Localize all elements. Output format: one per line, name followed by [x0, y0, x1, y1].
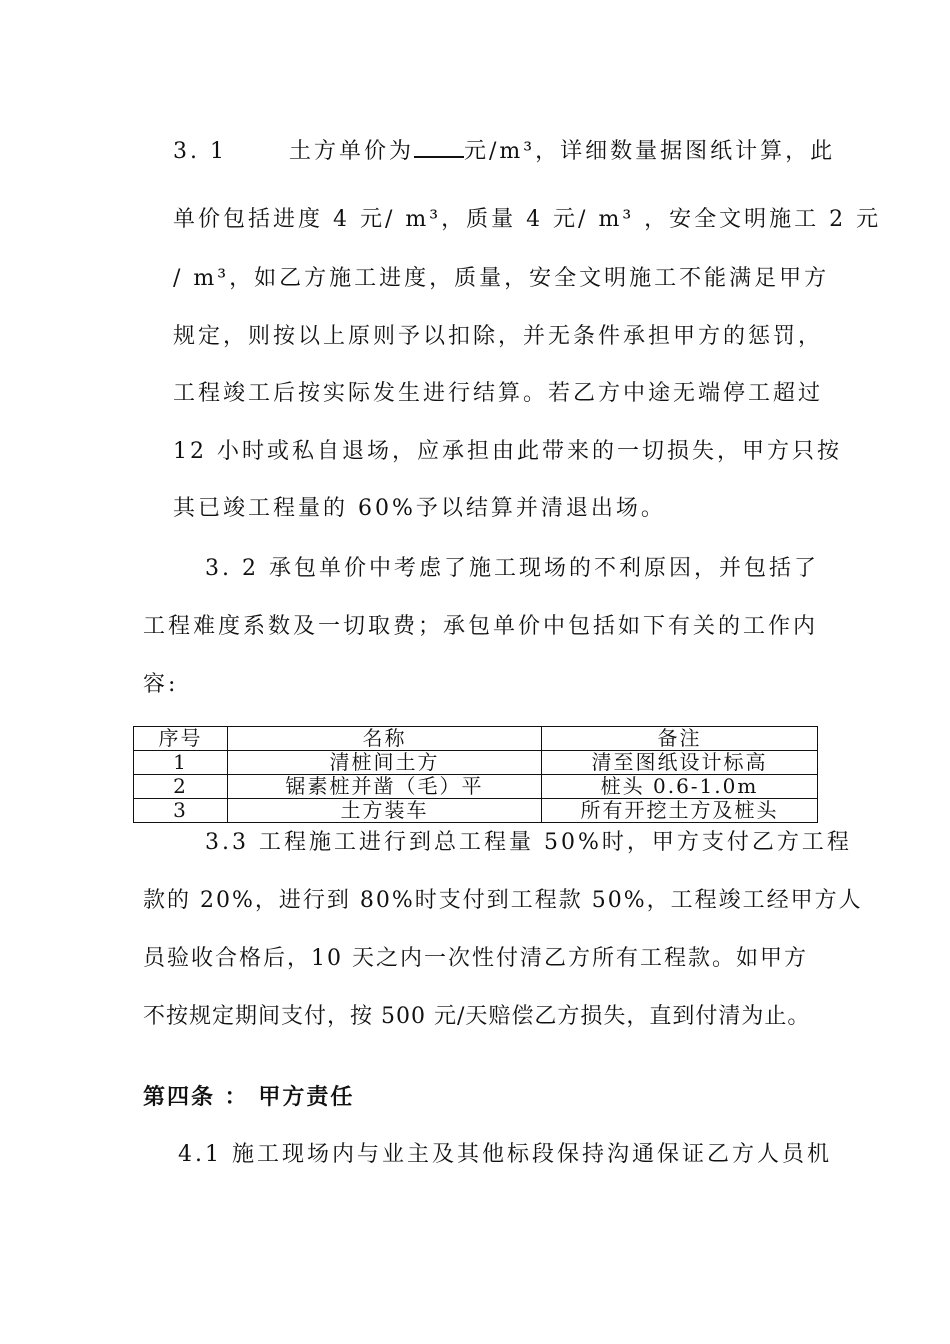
para-3-1-line: 规定，则按以上原则予以扣除，并无条件承担甲方的惩罚，: [173, 324, 824, 349]
table-cell: 所有开挖土方及桩头: [542, 799, 818, 823]
table-cell: 清至图纸设计标高: [542, 751, 818, 775]
para-3-3-line: 款的 20%，进行到 80%时支付到工程款 50%，工程竣工经甲方人: [143, 888, 863, 913]
para-3-1-line: 单价包括进度 4 元/ m³，质量 4 元/ m³ ，安全文明施工 2 元: [173, 207, 882, 232]
section-4-heading: 第四条 ： 甲方责任: [143, 1085, 355, 1110]
table-row: [134, 799, 818, 823]
clause-tail-text: 元/m³，详细数量据图纸计算，此: [464, 139, 836, 164]
para-3-2-line: 工程难度系数及一切取费；承包单价中包括如下有关的工作内: [143, 614, 819, 639]
table-cell: 锯素桩并凿（毛）平: [228, 775, 542, 799]
para-3-1-line: 工程竣工后按实际发生进行结算。若乙方中途无端停工超过: [173, 381, 824, 406]
table-cell: 土方装车: [228, 799, 542, 823]
clause-number: 3. 1: [173, 139, 227, 164]
para-3-3-line: 不按规定期间支付，按 500 元/天赔偿乙方损失，直到付清为止。: [143, 1004, 811, 1029]
para-3-2-line: 容:: [143, 672, 179, 697]
table-cell: 桩头 0.6-1.0m: [542, 775, 818, 799]
table-header-row: [134, 727, 818, 751]
table-cell: 清桩间土方: [228, 751, 542, 775]
table-cell: 3: [134, 799, 228, 823]
table-row: [134, 775, 818, 799]
para-3-1-first-line: [173, 137, 835, 167]
table-row: [134, 751, 818, 775]
table-cell: 1: [134, 751, 228, 775]
para-3-3-line: 员验收合格后，10 天之内一次性付清乙方所有工程款。如甲方: [143, 946, 808, 971]
para-3-1-line: / m³，如乙方施工进度，质量，安全文明施工不能满足甲方: [173, 266, 830, 291]
para-4-1-line: 4.1 施工现场内与业主及其他标段保持沟通保证乙方人员机: [178, 1142, 832, 1167]
para-3-2-line: 3. 2 承包单价中考虑了施工现场的不利原因，并包括了: [205, 556, 819, 581]
table-cell: 2: [134, 775, 228, 799]
clause-lead-text: 土方单价为: [288, 139, 414, 164]
para-3-1-line: 12 小时或私自退场，应承担由此带来的一切损失，甲方只按: [173, 439, 842, 464]
header-cell-name: 名称: [228, 727, 542, 751]
price-blank-line: [414, 138, 464, 158]
header-cell-index: 序号: [134, 727, 228, 751]
work-content-table: [133, 726, 818, 823]
para-3-3-line: 3.3 工程施工进行到总工程量 50%时，甲方支付乙方工程: [205, 830, 852, 855]
para-3-1-line: 其已竣工程量的 60%予以结算并清退出场。: [173, 496, 666, 521]
header-cell-remark: 备注: [542, 727, 818, 751]
